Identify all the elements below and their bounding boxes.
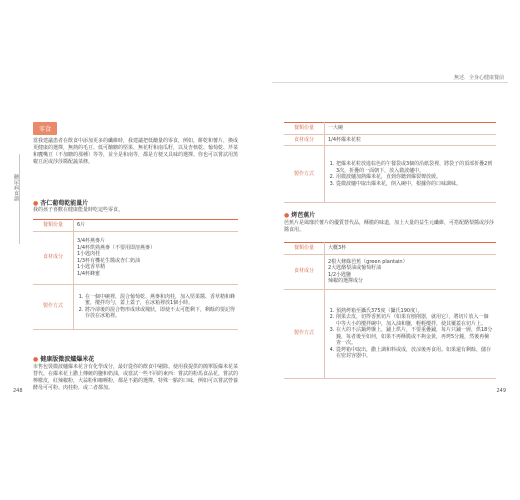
table-row [284,289,496,378]
row-label: 製作方式 [284,289,325,378]
row-label: 餐類份量 [284,123,325,135]
intro-paragraph: 當我建議患者在飲食中添加更多的纖維時，我建議把低醣量的零食，例如，餅乾和薯片，換成更健康的選擇，無熱的毛豆、低可醣糖的堅果、無花籽和南瓜籽，以及杏核乾、葡萄乾、芹菜和鷹嘴豆（不加糖的那種）等等，並全是和南等，都是方便又具味的選擇。你也可以嘗試用黑椒豆泥或莎莎醬配蔬菜條。 [33,138,239,165]
ingredient: 1/3杯有機花生醬或杏仁奶油 [77,257,141,264]
recipe2-paragraph: 市售包裝微波爐爆米花含有化學成分，最好從你的飲食中剔除。使用我提供的簡單版爆米花菜替代。在爆米花上撒上傳統的鹽和奶油，或當試一些不同的東西：嘗試的粉馬食品花，嘗試的檸檬皮，紅辣椒粉，大蒜粉和咖喱粉，都是不錯的選擇，特殊一點的口味，例如可以嘗試營養酵母可可粉、肉桂粉，或二者都加。 [33,364,239,391]
table-row [284,243,496,255]
ingredient: 1小匙肉桂 [77,251,101,257]
row-label: 餐類份量 [33,220,74,232]
table-row [284,254,496,289]
bullet-icon: ● [33,200,39,207]
recipe3-title: ● 烤芭蕉片 [284,212,316,219]
step: 3. 在大的不沾鍋烤盤上，鋪上烘片，不要重疊鋪，每片只鋪一層，烘18分鐘，每者後至如何，如果不再酥脆或不夠金黃，再烤5分鐘，然後再檢查一次。 [336,327,493,347]
recipe1-title: ● 杏仁葡萄乾能量片 [33,200,89,207]
row-value [74,231,239,284]
row-label: 食材成分 [284,254,325,289]
right-page [272,74,508,396]
table-row [33,284,238,329]
table-row [284,123,496,135]
row-value: 1/4杯爆米花粒 [325,134,497,146]
recipe1-subtitle: 我的孩子喜歡在健康能量時吃這些零食。 [33,207,124,213]
bullet-icon: ● [33,356,39,363]
row-value: 一大碗 [325,123,497,135]
ingredient: 1/2小匙鹽 [328,271,352,278]
recipe2-title: ● 健康版微波爐爆米花 [33,356,95,363]
step: 2. 將冷卻後的混合物形成球或塊狀，即使不太可能剩下，剩餘的要記得存放在冰箱裡。 [85,307,235,320]
row-label: 餐類份量 [284,243,325,255]
ingredient: 1/4杯蜂蜜 [77,270,101,277]
step: 2. 削果去皮，切得香蕉切片（如果有刨削器，就用它），將切片放入一個中等大小的攪拌碗中，加入油和鹽，輕輕攪拌，使其覆蓋在切片上。 [336,314,493,327]
section-badge: 零食 [33,122,57,135]
table-row [284,146,496,203]
row-value: 大概3杯 [325,243,497,255]
row-value [325,254,497,289]
recipe2-table [284,122,496,203]
recipe3-paragraph: 芭蕉片是風靡於薯片的優質替代品，酥脆的味道，加上大量的益生元纖維，可搭配酪梨醬或莎莎醬食用。 [284,220,495,233]
row-value [325,146,497,203]
step: 1. 把爆米花粒放進棕色的午餐袋或3個的沿紙袋裡，將袋子的頂部折疊2到3次，折疊的一面朝下，放入微波爐中。 [336,161,493,174]
left-page [11,74,247,396]
table-row [284,134,496,146]
running-header: 無述．全身心健康餐前 [453,75,504,81]
ingredient: 2大匙酪梨油或葡萄籽油 [328,265,382,271]
ingredient: 1/4杯烘熟燕麥（不要用即溶燕麥） [77,244,156,251]
step: 1. 在一個中碗裡，混合葡萄乾、燕麥和肉桂，加入堅果醬、香草精和蜂蜜，攪拌均勻，蓋上蓋子，在冰箱裡放1個小時。 [85,294,235,307]
row-label: 食材成分 [33,231,74,284]
row-value [74,284,239,329]
row-value [325,289,497,378]
bullet-icon: ● [284,212,290,219]
page-number: 249 [496,388,506,394]
row-value: 6片 [74,220,239,232]
step: 1. 預熱烤箱至攝氏375度（攝氏190度）。 [336,308,493,315]
page-number: 248 [13,388,23,394]
recipe3-table [284,242,496,379]
recipe1-table [33,219,238,330]
edge-label: 糖尿病食譜 [13,174,19,202]
row-label: 食材成分 [284,134,325,146]
step: 4. 從烤箱中取出，撒上調和料或成，放涼後再食用。如果還有剩餘，儲存在密封容器中。 [336,347,493,360]
ingredient: 辣椒的選擇成分 [328,278,364,284]
step: 3. 從微波爐中取出爆米花，倒入碗中，根據你的口味調味。 [336,181,493,188]
row-label: 製作方式 [284,146,325,203]
table-row [33,231,238,284]
header-divider [272,82,508,83]
table-row [33,220,238,232]
ingredient: 2根大條綠芭蕉（green plantain） [328,258,408,265]
step: 2. 用微波爐加熱爆米花，直到你聽到爆裂聲放緩。 [336,174,493,181]
ingredient: 3/4杯燕麥片 [77,238,106,244]
ingredient: 1小匙香草精 [77,264,106,270]
row-label: 製作方式 [33,284,74,329]
